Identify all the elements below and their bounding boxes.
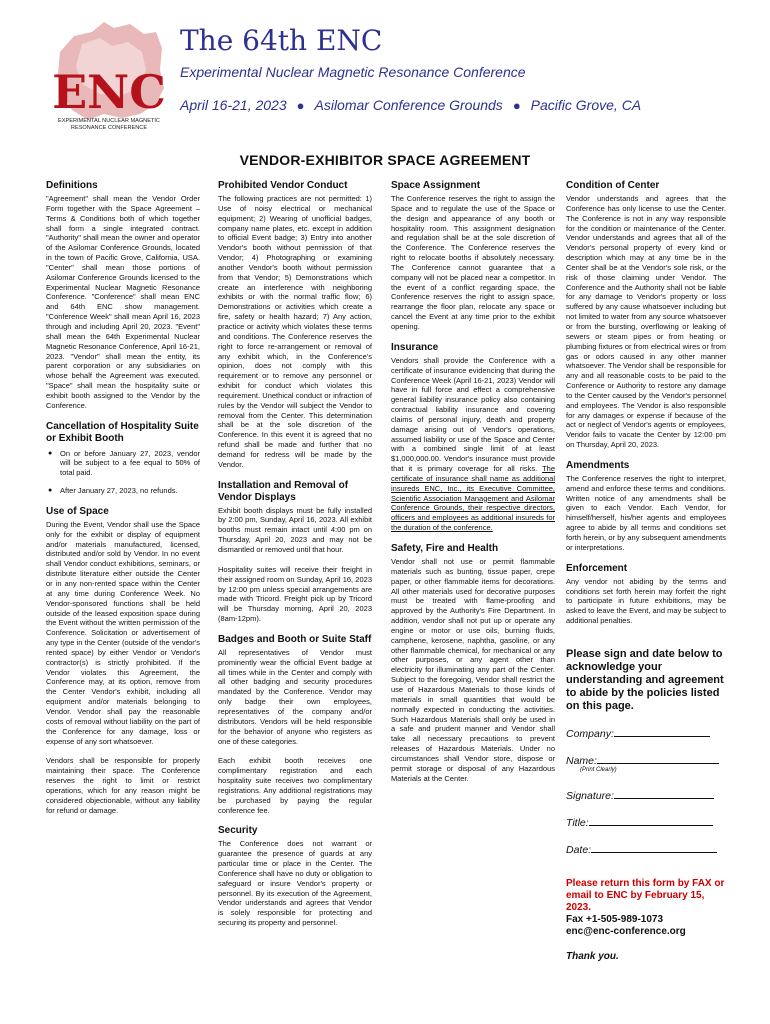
date-field[interactable]	[566, 843, 726, 856]
definitions-heading: Definitions	[46, 180, 98, 191]
security-heading: Security	[218, 825, 258, 837]
amendments-text: The Conference reserves the right to interpret, amend and enforce these terms and conditions. Written notice of any amendments shall be given to each Vendor. Each Vendor, for himself/herself, his/her agents and employees agree to abide by all terms and conditions set forth herein, or by any subsequent amendments or interpretations.	[566, 473, 726, 552]
bullet-icon: ●	[296, 97, 305, 113]
safety-heading: Safety, Fire and Health	[391, 543, 499, 554]
conference-title: The 64th ENC	[180, 24, 383, 57]
column-3	[391, 180, 555, 789]
return-instructions: Please return this form by FAX or email to ENC by February 15, 2023.	[566, 877, 725, 913]
date-label: Date:	[566, 844, 592, 857]
svg-text:RESONANCE CONFERENCE: RESONANCE CONFERENCE	[70, 125, 148, 131]
use-of-space-text: During the Event, Vendor shall use the Space only for the exhibit or display of equipment and/or materials manufactured, licensed, distributed and/or sold by Vendor. In no event shall Vendor conduct exhibitions, seminars, or distribute literature either outside the Center or in any non-rented space within the Center at any time during Conference Week. No Vendor-sponsored functions shall be held outside of the leased exposition space during the Event without the written permission of the Conference. Solicitation or advertisement of any type in the Center (outside of the vendor's rented space) by either Vendor or Vendor's contractor(s) is strictly prohibited. If the Vendor violates this Agreement, the Conference may, at its option, remove from the Center Vendor's exhibit, including all equipment and/or materials belonging to Vendor. Vendor shall pay the reasonable costs of removal without liability on the part of the Conference for any damage, loss or expense of any sort whatsoever.	[46, 519, 200, 746]
document-title: VENDOR-EXHIBITOR SPACE AGREEMENT	[239, 152, 531, 168]
badges-heading: Badges and Booth or Suite Staff	[218, 633, 372, 645]
enforcement-text: Any vendor not abiding by the terms and conditions set forth herein may forfeit the right to participate in future exhibitions, may be asked to leave the Event, and may be subject to additional penalties.	[566, 576, 726, 626]
list-item: ● On or before January 27, 2023, vendor will be subject to a fee equal to 50% of total paid.	[46, 449, 200, 479]
condition-heading: Condition of Center	[566, 180, 660, 191]
use-of-space-heading: Use of Space	[46, 505, 109, 517]
space-assignment-text: The Conference reserves the right to assign the Space and to regulate the use of the Space or the design and appearance of any booth or hospitality room. This assignment designation and regulation shall be at the sole discretion of the Conference. The Conference reserves the right to relocate booths if absolutely necessary. The Conference cannot guarantee that a company will not be placed near a competitor. In the event of a conflict regarding space, the Conference reserves the right to assign space, rearrange the floor plan, relocate any space or cancel the Event at any time prior to the exhibit opening.	[391, 194, 555, 331]
enforcement-heading: Enforcement	[566, 562, 628, 574]
definitions-text: "Agreement" shall mean the Vendor Order Form together with the Space Agreement – Terms & Conditions both of which together shall form a single integrated contract. "Authority" shall mean the owner and operator of the Asilomar Conference Grounds, located in the town of Pacific Grove, California, USA. "Center" shall mean those portions of Asilomar Conference Grounds licensed to the Experimental Nuclear Magnetic Resonance Conference. "Conference" shall mean ENC and 64th ENC show management. "Conference Week" shall mean April 16, 2023 through and including April 20, 2023. "Event" shall mean the 64th Experimental Nuclear Magnetic Resonance Conference, April 16-21, 2023. "Vendor" shall mean the entity, its parent corporation or any subsidiaries on whose behalf the Agreement was executed. "Space" shall mean the hospitality suite or exhibit booth assigned to the Vendor by the Conference.	[46, 194, 200, 410]
conference-info	[180, 97, 641, 113]
use-of-space-text-2: Vendors shall be responsible for properly maintaining their space. The Conference reserves the right to limit or restrict operations, which for any reason might be considered objectionable, without any liability for refund or damage.	[46, 756, 200, 815]
signature-label: Signature:	[566, 790, 614, 803]
conference-dates: April 16-21, 2023	[180, 97, 287, 113]
name-label: Name:	[566, 754, 597, 767]
space-assignment-heading: Space Assignment	[391, 180, 481, 191]
fax-number: Fax +1-505-989-1073	[566, 913, 664, 925]
conference-city: Pacific Grove, CA	[530, 97, 642, 113]
badges-text: All representatives of Vendor must prominently wear the official Event badge at all times while in the Center and comply with all other badging and security procedures mandated by the Conference. Vendor may only badge their own employees, representatives of the company and/or distributors. Vendors will be held responsible for the behavior of anyone who registers as one of these categories.	[218, 647, 372, 746]
name-field[interactable]	[566, 754, 726, 767]
bullet-icon: ●	[512, 97, 521, 113]
column-4	[566, 180, 726, 962]
signature-instructions: Please sign and date below to acknowledge your understanding and agreement to abide by the policies listed on this page.	[566, 647, 724, 712]
name-note: (Print Clearly)	[580, 766, 617, 773]
cancellation-list	[46, 449, 200, 496]
cancellation-heading: Cancellation of Hospitality Suite or Exhibit Booth	[46, 420, 199, 444]
logo-text: ENC	[52, 65, 166, 119]
installation-text-2: Hospitality suites will receive their freight in their assigned room on Sunday, April 16, 2023 by 12:00 pm unless special arrangements are made with Tricord. Freight pick up by Tricord will be Thursday morning, April 20, 2023 (8am-12pm).	[218, 564, 372, 624]
security-text: The Conference does not warrant or guarantee the presence of guards at any particular time or place in the Center. The Conference shall have no duty or obligation to safeguard or insure Vendor's property or personnel. By its execution of the Agreement, Vendor understands and agrees that Vendor is solely responsible for protecting and securing its property and personnel.	[218, 839, 372, 928]
column-2	[218, 180, 372, 934]
column-1	[46, 180, 200, 821]
company-field[interactable]	[566, 727, 726, 740]
badges-text-2: Each exhibit booth receives one complimentary registration and each hospitality suite receives two complimentary registrations. Any additional registrations may be purchased by paying the regular conference fee.	[218, 756, 372, 815]
installation-text: Exhibit booth displays must be fully installed by 2:00 pm, Sunday, April 16, 2023. All exhibit booths must remain intact until 4:00 pm on Thursday, April 20, 2023 and may not be dismantled or removed until that hour.	[218, 505, 372, 554]
title-label: Title:	[566, 817, 589, 830]
insurance-heading: Insurance	[391, 341, 439, 353]
prohibited-conduct-text: The following practices are not permitted: 1) Use of noisy electrical or mechanical equipment; 2) Wearing of unofficial badges, company name plates, etc. except in addition to official Event badge; 3) Entry into another Vendor's booth without permission of that Vendor; 4) Photographing or examining another Vendor's booth without permission from that Vendor; 5) Demonstrations which create an interference with neighboring exhibits or with the normal traffic flow; 6) Demonstrations or activities which create a fire, safety or health hazard; 7) Any action, practice or activity which violates these terms and conditions. The Conference reserves the right to force re-arrangement or removal of any exhibit which, in the Conference's opinion, does not comply with this requirement or to remove any personnel or exhibit for conduct which violates this requirement. Unethical conduct or infraction of rules by the Vendor will subject the Vendor to removal from the Center. This determination shall be at the sole discretion of the Conference. In this event it is agreed that no refund shall be made and further that no demand for redress will be made by the Vendor.	[218, 194, 372, 469]
enc-logo	[52, 14, 167, 136]
condition-text: Vendor understands and agrees that the Conference has only license to use the Center. The Conference is not in any way responsible for the condition or maintenance of the Center. Vendor understands and agrees that all of the Vendor's personal property of every kind or description which may at any time be in the Center shall be at the Vendor's sole risk, or the risk of those claiming under Vendor. The Conference and the Authority shall not be liable for any damage to Vendor's property or loss suffered by any cause whatsoever including but not limited to water from any source whatsoever or from the bursting, overflowing or leaking of sewers or steam pipes or from heating or plumbing fixtures or from electrical wires or from gas or odors caused in any other manner whatsoever. The Vendor shall be responsible for any and all reasonable costs to be paid to the Conference or Authority to restore any damage to the Center caused by the Vendor's personnel and employees. The Vendor is also responsible for any damages or expense if because of the act or neglect of Vendor's agents or employees, Vendor fails to vacate the Center by 12:00 pm on Thursday, April 20, 2023.	[566, 194, 726, 450]
safety-text: Vendor shall not use or permit flammable materials such as bunting, tissue paper, crepe paper, or other flammable items for decorations. All other materials used for decorative purposes must be treated with flame-proofing and approved by the Authority's Fire Department. In addition, vendor shall not put up or operate any engine or motor or use oils, burning fluids, camphene, kerosene, naphtha, gasoline, or any other flammable chemical, for mechanical or any other purposes, or any agent other than electricity for illuminating any part of the Center. Subject to the foregoing, Vendor shall restrict the use of Hazardous Materials to those kinds of materials in small quantities that would be normally expected in conducting the activities. Such Hazardous Materials shall only be used in a safe and prudent manner and Vendor shall take all necessary precautions to prevent releases of Hazardous Materials. Under no circumstances shall Vendor store, dispose or permit storage or disposal of any Hazardous Materials at the Center.	[391, 557, 555, 783]
title-field[interactable]	[566, 816, 726, 829]
signature-field[interactable]	[566, 789, 726, 802]
conference-venue: Asilomar Conference Grounds	[314, 97, 503, 113]
amendments-heading: Amendments	[566, 459, 630, 471]
prohibited-conduct-heading: Prohibited Vendor Conduct	[218, 180, 348, 191]
email-address[interactable]: enc@enc-conference.org	[566, 925, 686, 937]
insurance-text: Vendors shall provide the Conference with a certificate of insurance evidencing that during the Conference Week (April 16-21, 2023) Vendor will have in full force and effect a comprehensive general liability insurance policy also containing contractual liability insurance and covering claims of personal injury, death and property damage arising out of Vendor's operations, assumed liability or use of the Space and Center with a combined single limit of at least $1,000,000.00. Vendor's insurance must provide that it is primary coverage for all risks. The certificate of insurance shall name as additional insureds ENC, Inc., its Executive Committee, Scientific Association Management and Asilomar Conference Grounds, their respective directors, officers and employees as additional insureds for the duration of the conference.	[391, 355, 555, 533]
installation-heading: Installation and Removal of Vendor Displays	[218, 479, 349, 503]
svg-text:EXPERIMENTAL NUCLEAR MAGNETIC: EXPERIMENTAL NUCLEAR MAGNETIC	[58, 118, 160, 124]
thank-you: Thank you.	[566, 950, 619, 962]
company-label: Company:	[566, 727, 614, 740]
list-item: ● After January 27, 2023, no refunds.	[46, 486, 200, 496]
insurance-underlined-text: The certificate of insurance shall name as additional insureds ENC, Inc., its Executive Committee, Scientific Association Management and Asilomar Conference Grounds, their respective directors, officers and employees as additional insureds for the duration of the conference.	[391, 464, 555, 533]
conference-subtitle: Experimental Nuclear Magnetic Resonance Conference	[180, 64, 526, 80]
